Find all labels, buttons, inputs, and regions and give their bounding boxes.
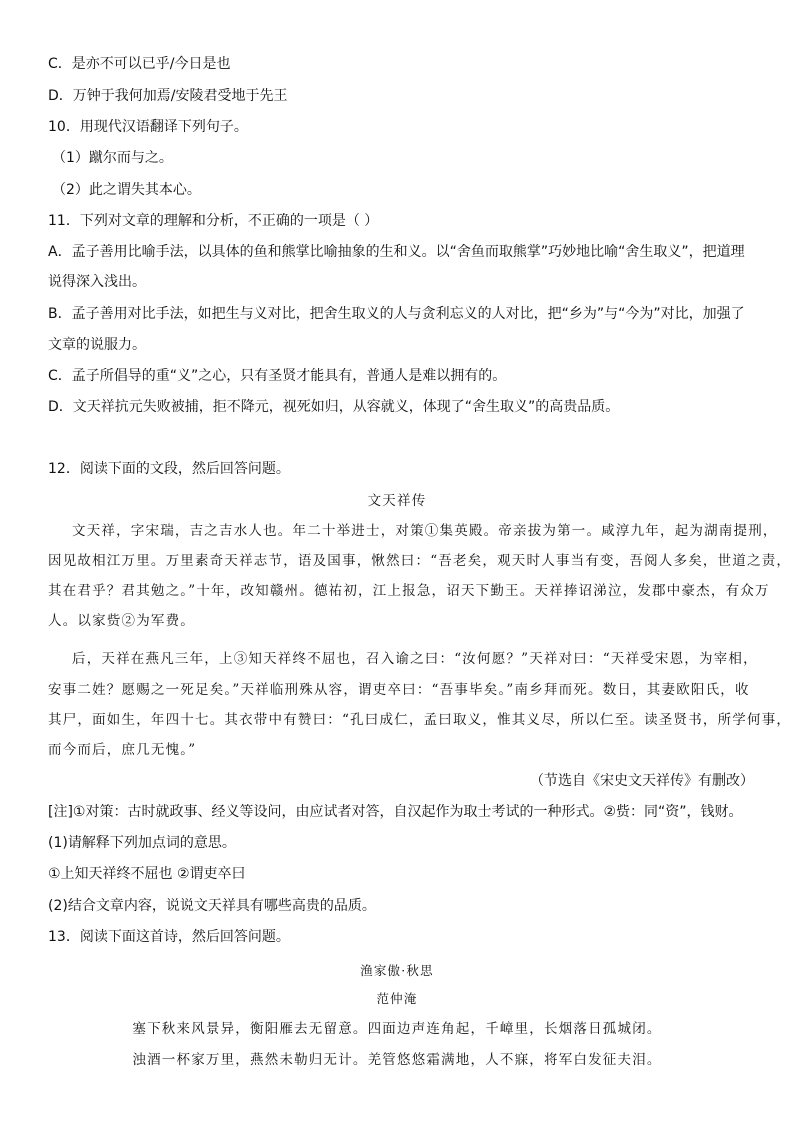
question-11-option-c: C．孟子所倡导的重“义”之心，只有圣贤才能具有，普通人是难以拥有的。 — [48, 368, 507, 384]
poem-author: 范仲淹 — [376, 991, 418, 1006]
passage-source: （节选自《宋史文天祥传》有删改） — [530, 773, 754, 789]
question-12-sub-1-items: ①上知天祥终不屈也 ②谓吏卒曰 — [48, 866, 246, 882]
question-11-option-d: D．文天祥抗元失败被捕，拒不降元，视死如归，从容就义，体现了“舍生取义”的高贵品质。 — [48, 399, 620, 415]
passage-para-2-line-4: 而今而后，庶几无愧。” — [48, 742, 197, 758]
passage-title: 文天祥传 — [367, 493, 427, 509]
question-10-sentence-2: （2）此之谓失其本心。 — [52, 182, 201, 198]
question-11-stem: 11．下列对文章的理解和分析，不正确的一项是（ ） — [48, 213, 379, 229]
poem-line-2: 浊酒一杯家万里，燕然未勒归无计。羌管悠悠霜满地，人不寐，将军白发征夫泪。 — [132, 1052, 662, 1068]
option-c: C．是亦不可以已乎/今日是也 — [48, 56, 231, 72]
passage-para-2-line-2: 安事二姓？愿赐之一死足矣。”天祥临刑殊从容，谓吏卒曰：“吾事毕矣。”南乡拜而死。数日，其妻欧阳氏，收 — [48, 682, 750, 698]
poem-title: 渔家傲·秋思 — [360, 963, 434, 978]
passage-para-2-line-3: 其尸，面如生，年四十七。其衣带中有赞曰：“孔曰成仁，孟曰取义，惟其义尽，所以仁至。读圣贤书，所学何事， — [48, 712, 792, 728]
question-13-stem: 13．阅读下面这首诗，然后回答问题。 — [48, 929, 290, 945]
question-12-sub-1: (1)请解释下列加点词的意思。 — [48, 835, 236, 851]
question-10-stem: 10．用现代汉语翻译下列句子。 — [48, 119, 248, 135]
passage-para-2-line-1: 后，天祥在燕凡三年，上③知天祥终不屈也，召入谕之曰：“汝何愿？”天祥对曰：“天祥受宋恩，为宰相， — [72, 651, 758, 667]
question-11-option-a-cont: 说得深入浅出。 — [48, 274, 146, 290]
question-12-stem: 12．阅读下面的文段，然后回答问题。 — [48, 461, 290, 477]
passage-para-1-line-2: 因见故相江万里。万里素奇天祥志节，语及国事，愀然曰：“吾老矣，观天时人事当有变，吾阅人多矣，世道之责， — [48, 553, 792, 569]
poem-line-1: 塞下秋来风景异，衡阳雁去无留意。四面边声连角起，千嶂里，长烟落日孤城闭。 — [132, 1021, 662, 1037]
option-d: D．万钟于我何加焉/安陵君受地于先王 — [48, 88, 288, 104]
passage-notes: [注]①对策：古时就政事、经义等设问，由应试者对答，自汉起作为取士考试的一种形式。②赀：同“资”，钱财。 — [48, 804, 743, 820]
passage-para-1-line-1: 文天祥，字宋瑞，吉之吉水人也。年二十举进士，对策①集英殿。帝亲拔为第一。咸淳九年，起为湖南提刑， — [72, 523, 778, 539]
question-11-option-a: A．孟子善用比喻手法，以具体的鱼和熊掌比喻抽象的生和义。以“舍鱼而取熊掌”巧妙地比喻“舍生取义”，把道理 — [48, 244, 745, 260]
question-10-sentence-1: （1）蹴尔而与之。 — [52, 150, 173, 166]
question-11-option-b-cont: 文章的说服力。 — [48, 337, 146, 353]
passage-para-1-line-3: 其在君乎？君其勉之。”十年，改知赣州。德祐初，江上报急，诏天下勤王。天祥捧诏涕泣，发郡中豪杰，有众万 — [48, 583, 770, 599]
question-11-option-b: B．孟子善用对比手法，如把生与义对比，把舍生取义的人与贪利忘义的人对比，把“乡为”与“今为”对比，加强了 — [48, 306, 745, 322]
question-12-sub-2: (2)结合文章内容，说说文天祥具有哪些高贵的品质。 — [48, 898, 376, 914]
passage-para-1-line-4: 人。以家赀②为军费。 — [48, 613, 195, 629]
